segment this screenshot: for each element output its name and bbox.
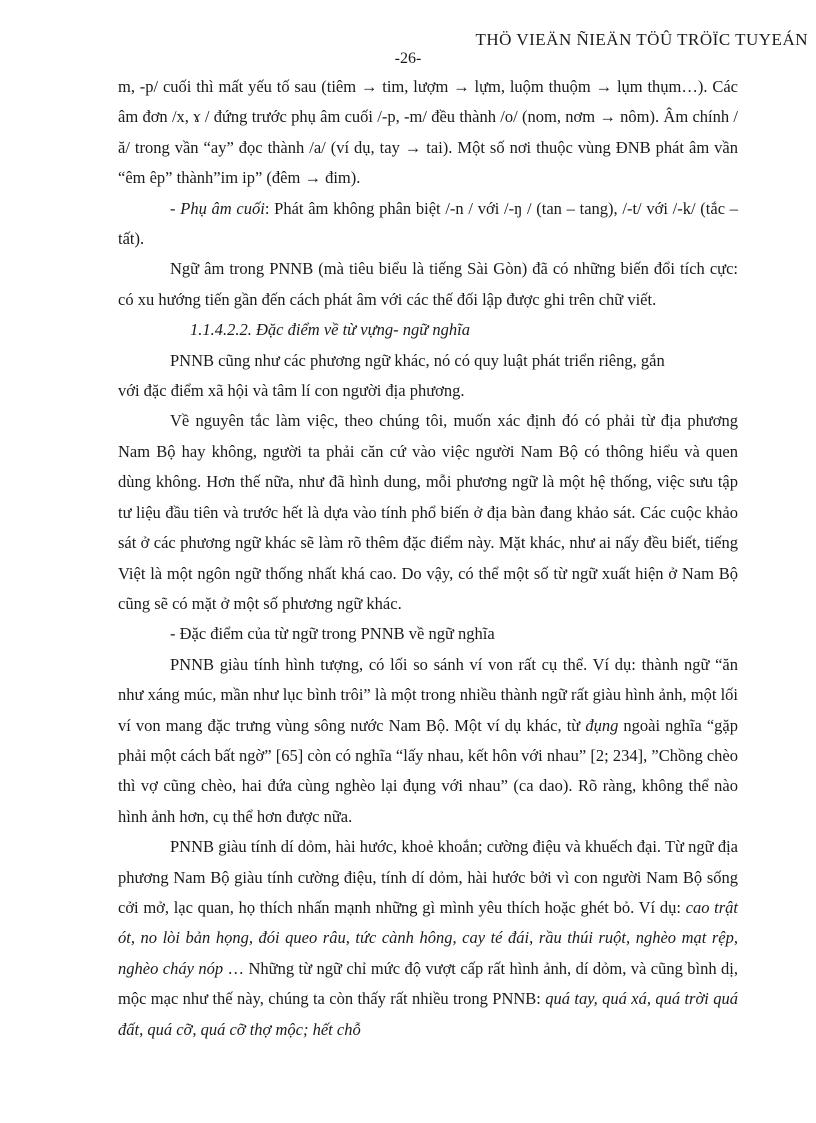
term-label: Phụ âm cuối (180, 198, 265, 218)
paragraph-development-line1: PNNB cũng như các phương ngữ khác, nó có quy luật phát triển riêng, gắn (170, 350, 665, 370)
paragraph-text: PNNB giàu tính dí dỏm, hài hước, khoẻ khoắn; cường điệu và khuếch đại. Từ ngữ địa phương Nam Bộ giàu tính cường điệu, tính dí dỏm, hài hước bởi vì con người Nam Bộ sống cởi mở, lạc quan, họ thích nhấn mạnh những gì mình yêu thích hoặc ghét bỏ. Ví dụ: (118, 837, 738, 917)
paragraph-humor (118, 832, 738, 1045)
paragraph-principles: Về nguyên tắc làm việc, theo chúng tôi, muốn xác định đó có phải từ địa phương Nam Bộ hay không, người ta phải căn cứ vào việc người Nam Bộ có thông hiểu và quen dùng không. Hơn thế nữa, như đã hình dung, mỗi phương ngữ là một hệ thống, việc sưu tập tư liệu đầu tiên và trước hết là dựa vào tính phổ biến ở địa bàn đang khảo sát. Các cuộc khảo sát ở các phương ngữ khác sẽ làm rõ thêm đặc điểm này. Mặt khác, như ai nấy đều biết, tiếng Việt là một ngôn ngữ thống nhất khá cao. Do vậy, có thể một số từ ngữ xuất hiện ở Nam Bộ cũng sẽ có mặt ở một số phương ngữ khác. (118, 411, 738, 613)
paragraph-phonetic-change: Ngữ âm trong PNNB (mà tiêu biểu là tiếng Sài Gòn) đã có những biến đổi tích cực: có xu hướng tiến gần đến cách phát âm với các thế đối lập được ghi trên chữ viết. (118, 259, 738, 309)
paragraph-phonetics: m, -p/ cuối thì mất yếu tố sau (tiêm → tim, lượm → lựm, luộm thuộm → lụm thụm…). Các âm đơn /x, ɤ / đứng trước phụ âm cuối /-p, -m/ đều thành /o/ (nom, nơm → nôm). Âm chính /ă/ trong vần “ay” đọc thành /a/ (ví dụ, tay → tai). Một số nơi thuộc vùng ĐNB phát âm vần “êm êp” thành”im ip” (đêm → đim). (118, 77, 738, 188)
italic-examples: quá tay, quá xá, quá trời quá đất, quá cỡ, quá cỡ thợ mộc; hết chỗ (118, 989, 738, 1039)
section-heading: 1.1.4.2.2. Đặc điểm về từ vựng- ngữ nghĩa (190, 320, 470, 340)
document-body (118, 72, 738, 1045)
bullet-dash: - (170, 198, 181, 218)
paragraph-semantic-bullet: - Đặc điểm của từ ngữ trong PNNB về ngữ nghĩa (170, 624, 495, 644)
italic-word: đụng (585, 715, 619, 735)
paragraph-imagery (118, 650, 738, 832)
paragraph-text: PNNB giàu tính hình tượng, có lối so sánh ví von rất cụ thể. Ví dụ: thành ngữ “ăn như xáng múc, mần như lục bình trôi” là một trong nhiều thành ngữ rất giàu hình ảnh, một lối ví von mang đặc trưng vùng sông nước Nam Bộ. Một ví dụ khác, từ (118, 654, 738, 735)
paragraph-final-consonant (118, 194, 738, 255)
paragraph-development-line2: với đặc điểm xã hội và tâm lí con người địa phương. (118, 381, 465, 401)
paragraph-text: … Những từ ngữ chỉ mức độ vượt cấp rất hình ảnh, dí dỏm, và cũng bình dị, mộc mạc như thế này, chúng ta còn thấy rất nhiều trong PNNB: (118, 958, 738, 1009)
site-header-title: THÖ VIEÄN ÑIEÄN TÖÛ TRÖÏC TUYEÁN (475, 30, 808, 49)
page-number: -26- (394, 50, 422, 67)
paragraph-text: : Phát âm không phân biệt /-n / với /-ŋ / (tan – tang), /-t/ với /-k/ (tắc – tất). (118, 198, 738, 249)
paragraph-text: ngoài nghĩa “gặp phải một cách bất ngờ” [65] còn có nghĩa “lấy nhau, kết hôn với nhau” [2; 234], ”Chồng chèo thì vợ cũng chèo, hai đứa cùng nghèo lại đụng với nhau” (ca dao). Rõ ràng, không thể nào hình ảnh hơn, cụ thể hơn được nữa. (118, 715, 739, 826)
italic-examples: cao trật ót, no lòi bản họng, đói queo râu, tức cành hông, cay té đái, rầu thúi ruột, nghèo mạt rệp, nghèo cháy nóp (118, 897, 738, 978)
